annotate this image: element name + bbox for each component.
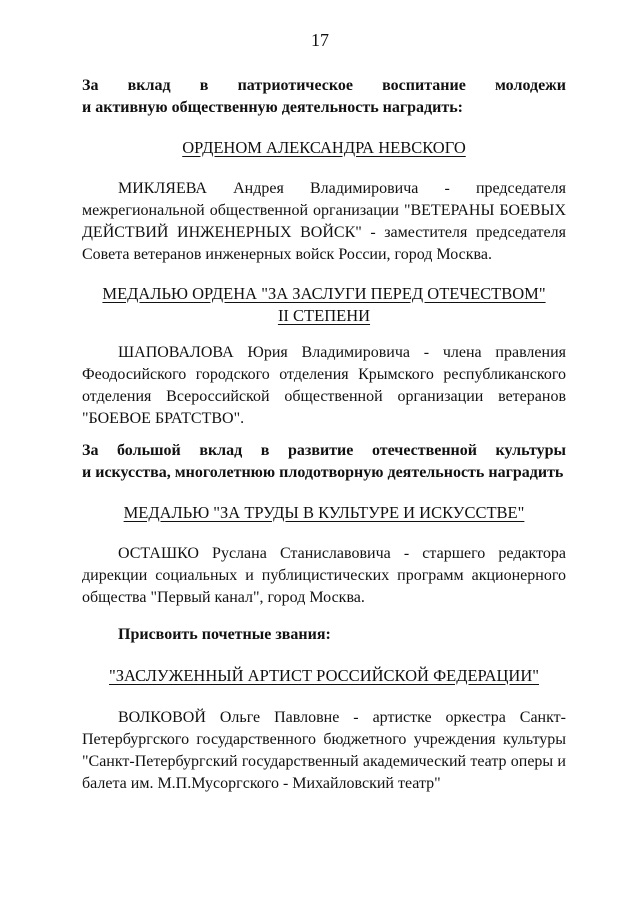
recipient-shapovalov: ШАПОВАЛОВА Юрия Владимировича - члена правления Феодосийского городского отделения Крымского республиканского отделения Всероссийской общественной организации ветеранов "БОЕВОЕ БРАТСТВО". <box>82 344 566 427</box>
award-title-2-line-2: II СТЕПЕНИ <box>277 306 371 325</box>
award-reason-2-line-2: и искусства, многолетнюю плодотворную деятельность наградить <box>82 464 564 481</box>
recipient-mikliaev: МИКЛЯЕВА Андрея Владимировича - председателя межрегиональной общественной организации "ВЕТЕРАНЫ БОЕВЫХ ДЕЙСТВИЙ ИНЖЕНЕРНЫХ ВОЙСК" - заместителя председателя Совета ветеранов инженерных войск России, город Москва. <box>82 180 566 263</box>
award-reason-paragraph-2 <box>82 440 566 484</box>
recipient-ostashko: ОСТАШКО Руслана Станиславовича - старшего редактора дирекции социальных и публицистических программ акционерного общества "Первый канал", город Москва. <box>82 545 566 606</box>
recipient-volkova: ВОЛКОВОЙ Ольге Павловне - артистке оркестра Санкт-Петербургского государственного бюджетного учреждения культуры "Санкт-Петербургский государственный академический театр оперы и балета им. М.П.Мусоргского - Михайловский театр" <box>82 709 566 792</box>
award-title-alexander-nevsky <box>82 137 566 159</box>
page-number: 17 <box>311 30 329 50</box>
award-title-merit-medal <box>82 283 566 327</box>
award-reason-paragraph-1 <box>82 75 566 119</box>
award-title-1-text: ОРДЕНОМ АЛЕКСАНДРА НЕВСКОГО <box>182 138 466 157</box>
award-title-culture-medal <box>82 502 566 524</box>
award-title-3-text: МЕДАЛЬЮ "ЗА ТРУДЫ В КУЛЬТУРЕ И ИСКУССТВЕ" <box>123 503 525 522</box>
award-title-2-line-1: МЕДАЛЬЮ ОРДЕНА "ЗА ЗАСЛУГИ ПЕРЕД ОТЕЧЕСТВОМ" <box>102 284 546 303</box>
award-reason-1-line-1: За вклад в патриотическое воспитание молодежи <box>82 77 566 94</box>
award-title-honored-artist <box>82 665 566 687</box>
award-reason-1-line-2: и активную общественную деятельность наградить: <box>82 99 464 116</box>
award-title-4-text: "ЗАСЛУЖЕННЫЙ АРТИСТ РОССИЙСКОЙ ФЕДЕРАЦИИ" <box>109 666 539 685</box>
award-reason-2-line-1: За большой вклад в развитие отечественной культуры <box>82 442 566 459</box>
honorary-titles-heading: Присвоить почетные звания: <box>118 626 331 643</box>
